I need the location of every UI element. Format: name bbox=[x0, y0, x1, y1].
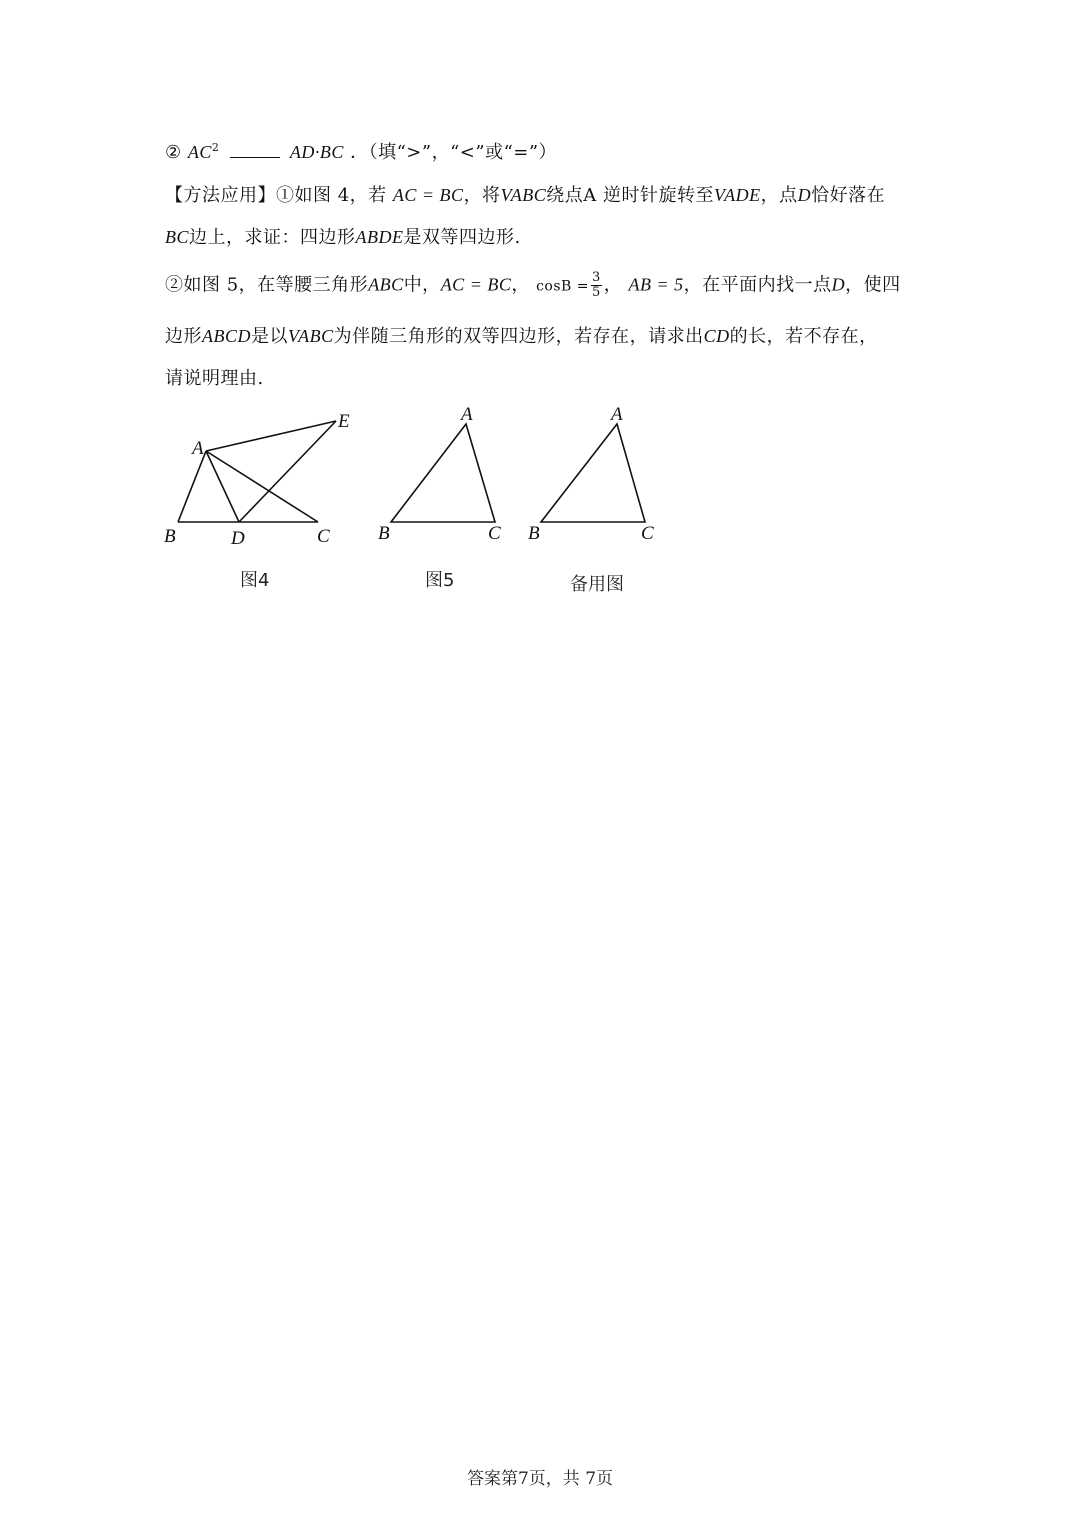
page-footer: 答案第7页，共 7页 bbox=[466, 1469, 614, 1489]
math-bc: BC bbox=[165, 227, 190, 247]
question-line-2 bbox=[165, 183, 885, 208]
spare-figure-caption: 备用图 bbox=[570, 574, 624, 595]
math-triangle-ade: VADE bbox=[713, 185, 761, 205]
text-segment: 绕点A 逆时针旋转至 bbox=[546, 185, 714, 206]
fraction-numerator: 3 bbox=[592, 270, 601, 285]
question-line-6: 请说明理由. bbox=[165, 368, 264, 389]
math-point-d: D bbox=[831, 274, 846, 295]
math-equation: AC = BC bbox=[440, 274, 512, 295]
fill-instruction: ．（填“>”，“<”或“=”） bbox=[350, 142, 558, 163]
math-ad-bc: AD·BC bbox=[289, 142, 344, 162]
math-fraction bbox=[591, 271, 602, 300]
text-segment: ，在平面内找一点 bbox=[683, 274, 832, 296]
question-line-3 bbox=[165, 225, 521, 250]
text-segment: 为伴随三角形的双等四边形，若存在，请求出 bbox=[333, 326, 704, 347]
label-b: B bbox=[164, 526, 176, 547]
spare-figure-diagram bbox=[525, 400, 665, 550]
math-equation: AC = BC bbox=[392, 185, 464, 205]
math-abc: ABC bbox=[368, 274, 404, 295]
label-b: B bbox=[528, 523, 540, 544]
math-cd: CD bbox=[703, 326, 730, 346]
math-cos-b: cosB = bbox=[536, 278, 590, 295]
figure-5-caption: 图5 bbox=[425, 570, 455, 591]
text-segment: 是以 bbox=[251, 326, 288, 347]
label-e: E bbox=[338, 411, 350, 432]
text-segment: 是双等四边形. bbox=[403, 227, 521, 248]
math-abde: ABDE bbox=[355, 227, 404, 247]
question-line-4 bbox=[165, 271, 901, 300]
math-exponent: 2 bbox=[211, 141, 220, 154]
method-heading: 【方法应用】①如图 4，若 bbox=[165, 185, 393, 206]
question-line-5 bbox=[165, 324, 878, 349]
question-line-1 bbox=[165, 140, 557, 165]
text-segment: ， bbox=[603, 274, 623, 296]
text-segment: 恰好落在 bbox=[811, 185, 886, 206]
label-b: B bbox=[378, 523, 390, 544]
segment-ab bbox=[178, 451, 206, 522]
segment-ae bbox=[206, 421, 336, 451]
label-a: A bbox=[461, 404, 473, 425]
label-a: A bbox=[611, 404, 623, 425]
triangle-abc bbox=[541, 424, 645, 522]
math-triangle-abc: VABC bbox=[288, 326, 334, 346]
label-c: C bbox=[488, 523, 501, 544]
label-a: A bbox=[192, 438, 204, 459]
spare-figure bbox=[525, 400, 665, 550]
segment-de bbox=[239, 421, 336, 522]
figure-4-diagram bbox=[160, 405, 370, 555]
math-ab: AB = 5 bbox=[628, 274, 684, 295]
circled-number: ② bbox=[165, 142, 182, 163]
figure-4-caption: 图4 bbox=[240, 570, 270, 591]
label-c: C bbox=[317, 526, 330, 547]
text-segment: 边形 bbox=[165, 326, 202, 347]
text-segment: ②如图 5，在等腰三角形 bbox=[165, 274, 369, 296]
figure-5 bbox=[375, 400, 515, 550]
figure-4 bbox=[160, 405, 370, 555]
label-d: D bbox=[231, 528, 245, 549]
text-segment: ，使四 bbox=[845, 274, 901, 296]
text-segment: ， bbox=[511, 274, 530, 296]
label-c: C bbox=[641, 523, 654, 544]
figure-5-diagram bbox=[375, 400, 515, 550]
math-point-d: D bbox=[797, 185, 812, 205]
text-segment: ，将 bbox=[463, 185, 501, 206]
triangle-abc bbox=[391, 424, 495, 522]
math-triangle-abc: VABC bbox=[500, 185, 547, 205]
fraction-denominator: 5 bbox=[592, 285, 601, 300]
math-abcd: ABCD bbox=[202, 326, 251, 346]
answer-blank bbox=[230, 141, 280, 158]
text-segment: ，点 bbox=[760, 185, 798, 206]
text-segment: 中， bbox=[403, 274, 441, 296]
text-segment: 边上，求证：四边形 bbox=[189, 227, 356, 248]
text-segment: 的长，若不存在， bbox=[729, 326, 878, 347]
math-ac: AC bbox=[187, 142, 212, 162]
